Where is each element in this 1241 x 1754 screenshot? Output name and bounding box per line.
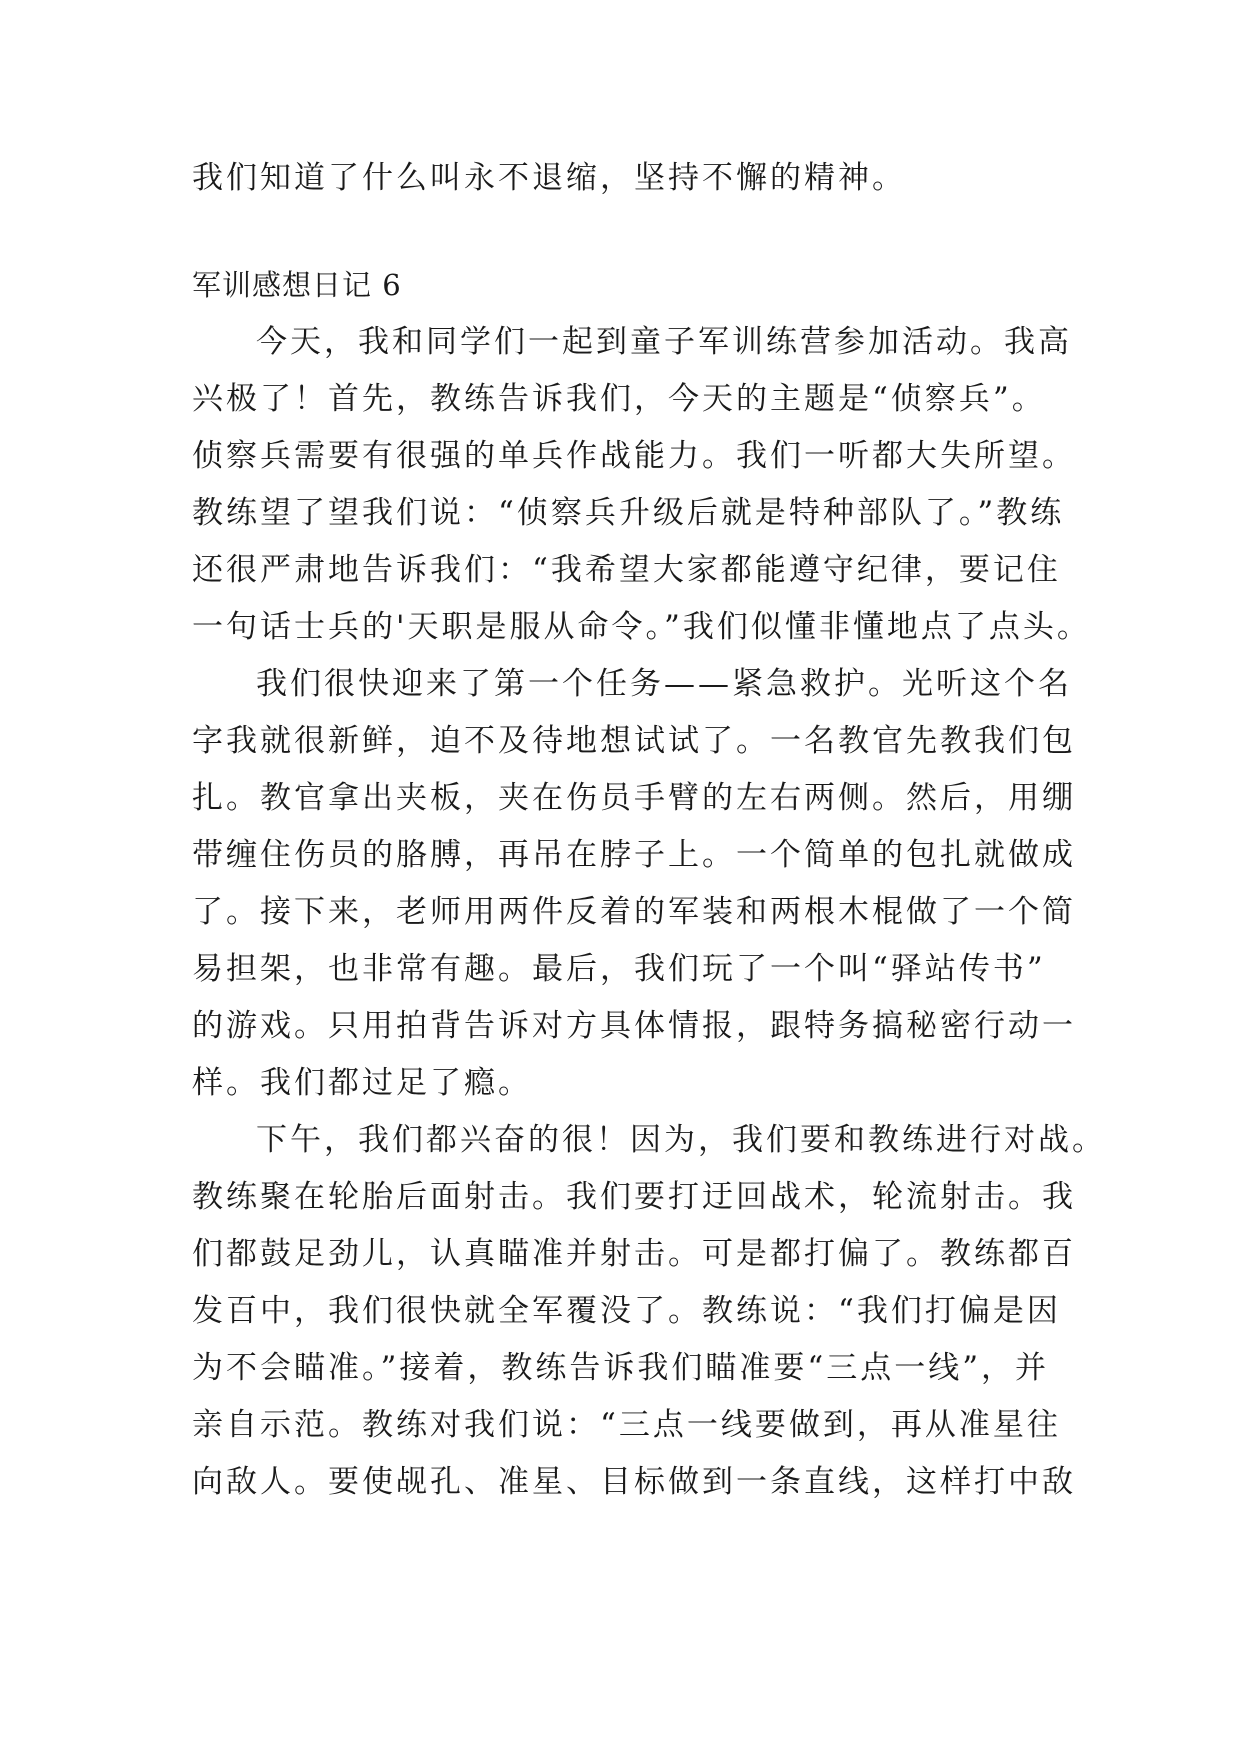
text-line: 一句话士兵的'天职是服从命令。”我们似懂非懂地点了点头。	[192, 609, 1091, 645]
paragraph-2	[192, 656, 1076, 1112]
text-line: 还很严肃地告诉我们：“我希望大家都能遵守纪律，要记住	[192, 552, 1061, 588]
text-line: 向敌人。要使觇孔、准星、目标做到一条直线，这样打中敌	[192, 1464, 1076, 1500]
paragraph-3	[192, 1112, 1106, 1511]
text-line: 样。我们都过足了瘾。	[192, 1065, 532, 1101]
text-line: 今天，我和同学们一起到童子军训练营参加活动。我高	[256, 324, 1072, 360]
diary-title: 军训感想日记 6	[192, 268, 402, 302]
text-line: 们都鼓足劲儿，认真瞄准并射击。可是都打偏了。教练都百	[192, 1236, 1076, 1272]
text-line: 带缠住伤员的胳膊，再吊在脖子上。一个简单的包扎就做成	[192, 837, 1076, 873]
text-line: 兴极了！首先，教练告诉我们，今天的主题是“侦察兵”。	[192, 381, 1046, 417]
text-line: 易担架，也非常有趣。最后，我们玩了一个叫“驿站传书”	[192, 951, 1046, 987]
paragraph-1	[192, 314, 1091, 656]
text-line: 了。接下来，老师用两件反着的军装和两根木棍做了一个简	[192, 894, 1076, 930]
text-line: 教练望了望我们说：“侦察兵升级后就是特种部队了。”教练	[192, 495, 1065, 531]
text-line: 为不会瞄准。”接着，教练告诉我们瞄准要“三点一线”，并	[192, 1350, 1050, 1386]
text-line: 下午，我们都兴奋的很！因为，我们要和教练进行对战。	[256, 1122, 1106, 1158]
document-page	[192, 150, 1106, 1511]
text-line: 扎。教官拿出夹板，夹在伤员手臂的左右两侧。然后，用绷	[192, 780, 1076, 816]
text-line: 发百中，我们很快就全军覆没了。教练说：“我们打偏是因	[192, 1293, 1061, 1329]
text-line: 的游戏。只用拍背告诉对方具体情报，跟特务搞秘密行动一	[192, 1008, 1076, 1044]
text-line: 教练聚在轮胎后面射击。我们要打迂回战术，轮流射击。我	[192, 1179, 1076, 1215]
text-line: 字我就很新鲜，迫不及待地想试试了。一名教官先教我们包	[192, 723, 1076, 759]
text-line: 亲自示范。教练对我们说：“三点一线要做到，再从准星往	[192, 1407, 1061, 1443]
text-line: 我们很快迎来了第一个任务——紧急救护。光听这个名	[256, 666, 1072, 702]
carry-over-line: 我们知道了什么叫永不退缩，坚持不懈的精神。	[192, 160, 906, 196]
text-line: 侦察兵需要有很强的单兵作战能力。我们一听都大失所望。	[192, 438, 1076, 474]
